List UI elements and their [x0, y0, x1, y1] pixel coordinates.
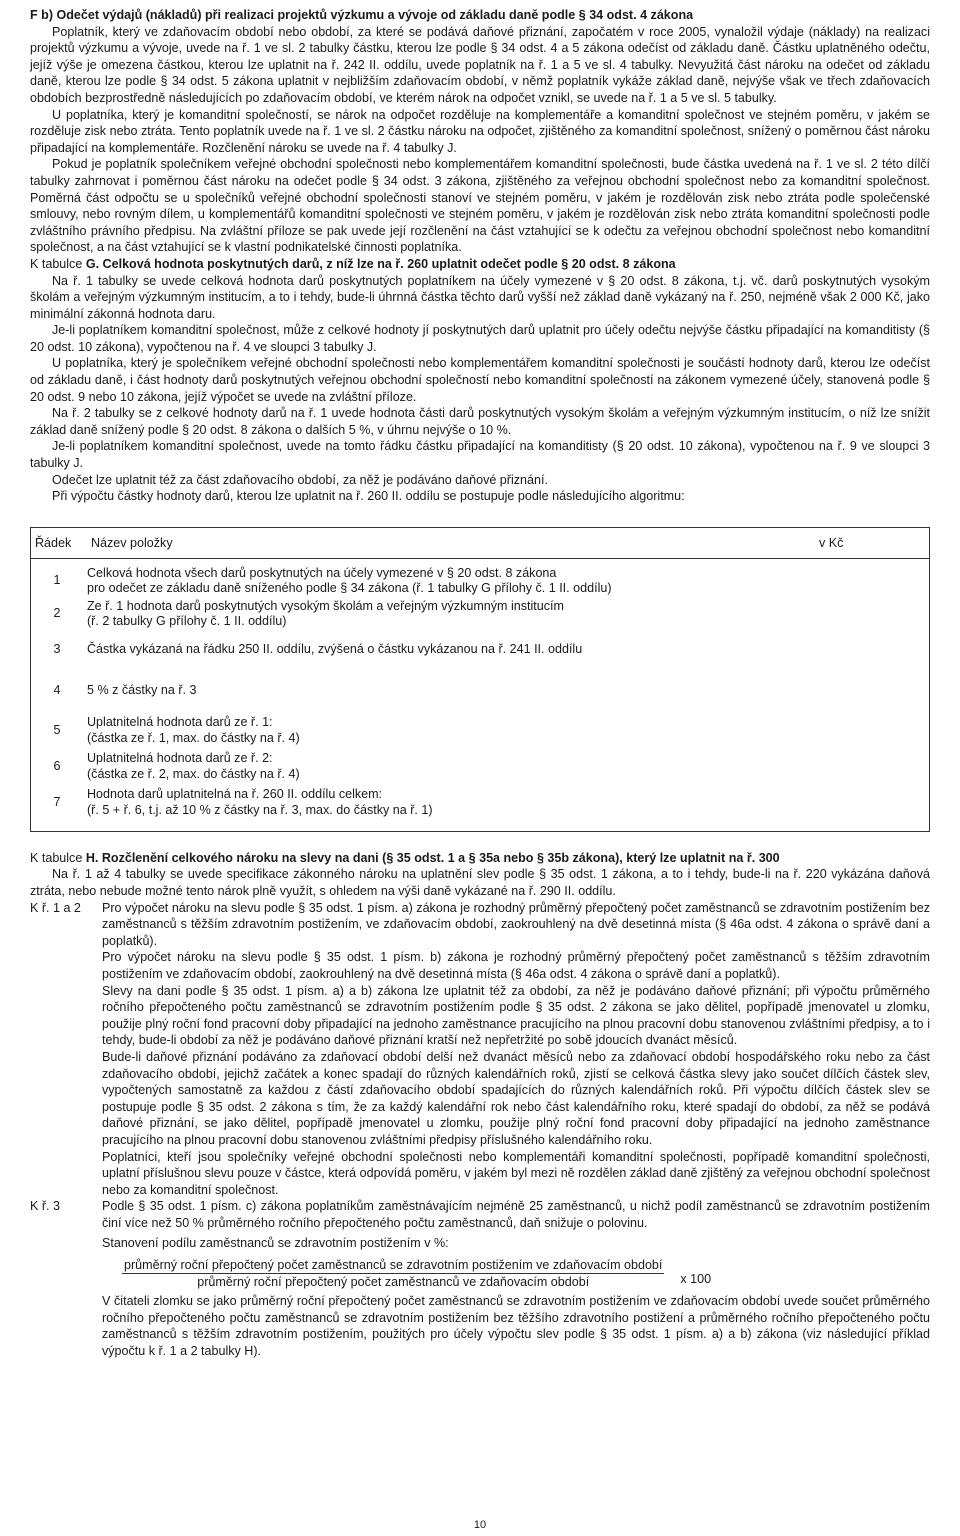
section-f-paragraph-2: U poplatníka, který je komanditní společností, se nárok na odpočet rozděluje na komplementáře a komanditní společnost ve stejném poměru, v jakém se rozděluje zisk nebo ztráta. Tento poplatník uvede na ř. 1 ve sl. 2 částku nároku na odpočet, zjištěného za komanditní společnost, snížený o poměrnou část nároku připadající na komplementáře. Rozčlenění nároku se uvede na ř. 4 tabulky J. [30, 107, 930, 155]
row-label: 5 % z částky na ř. 3 [87, 682, 197, 697]
formula-intro: Stanovení podílu zaměstnanců se zdravotním postižením v %: [102, 1236, 449, 1251]
row-number: 2 [53, 606, 61, 621]
row-label: Celková hodnota všech darů poskytnutých na účely vymezené v § 20 odst. 8 zákona pro odečet ze základu daně sníženého podle § 34 zákona (ř. 1 tabulky G přílohy č. 1 II. oddílu) [87, 565, 612, 596]
algorithm-table [30, 527, 930, 832]
row-3-body [102, 1198, 930, 1252]
section-f-paragraph-1: Poplatník, který ve zdaňovacím období nebo období, za které se podává daňové přiznání, započatém v roce 2005, vynaložil výdaje (náklady) na realizaci projektů výzkumu a vývoje, uvede na ř. 1 ve sl. 2 tabulky částku, kterou lze podle § 34 odst. 4 a 5 zákona odečíst od základu daně. Částku uplatněného odečtu, jejíž výše je omezena částkou, kterou lze uplatnit na ř. 242 II. oddílu, uvede poplatník na ř. 1 a 5 ve sl. 4 tabulky. Nevyužitá část nároku na odečet od základu daně, kterou lze podle § 34 odst. 5 zákona uplatnit v nejbližším zdaňovacím období, v němž poplatník vykáže základ daně, nejvýše však ve třech zdaňovacích obdobích bezprostředně následujících po zdaňovacím období, ve kterém nárok na odpočet vznikl, se uvede na ř. 1 a 5 ve sl. 5 tabulky. [30, 24, 930, 105]
section-f-heading: F b) Odečet výdajů (nákladů) při realizaci projektů výzkumu a vývoje od základu daně podle § 34 odst. 4 zákona [30, 8, 694, 22]
row-label: Hodnota darů uplatnitelná na ř. 260 II. oddílu celkem: (ř. 5 + ř. 6, t.j. až 10 % z částky na ř. 3, max. do částky na ř. 1) [87, 787, 433, 817]
rows-1-2-body [102, 900, 930, 1199]
row-label: Uplatnitelná hodnota darů ze ř. 2: (částka ze ř. 2, max. do částky na ř. 4) [87, 751, 300, 781]
section-g-paragraph-2: Je-li poplatníkem komanditní společnost, může z celkové hodnoty jí poskytnutých darů uplatnit pro účely odečtu nejvýše částku připadající na komanditisty (§ 20 odst. 10 zákona), vypočtenou na ř. 4 ve sloupci 3 tabulky J. [30, 323, 930, 354]
header-unit: v Kč [819, 535, 844, 550]
table-row [31, 598, 929, 631]
section-h-row-3 [30, 1198, 930, 1252]
rows-1-2-paragraph-4: Bude-li daňové přiznání podáváno za zdaňovací období delší než dvanáct měsíců nebo za zdaňovací období hospodářského roku nebo za část zdaňovacího období, jejichž začátek a konec spadají do různých kalendářních roků, zjistí se celková částka slevy jako součet dílčích částek slev, vypočtených samostatně za každou z částí zdaňovacího období spadajících do různých kalendářních roků. Při výpočtu dílčích částek slev se postupuje podle § 35 odst. 2 zákona s tím, že za každý kalendářní rok nebo část kalendářního roku, které spadají do období, za něž se podává daňové přiznání, se jako dělitel, popřípadě jmenovatel u zlomku, použije plný roční fond pracovní doby připadající na jednoho zaměstnance pracujícího na plnou pracovní dobu stanovenou zvláštními předpisy příslušného kalendářního roku. [102, 1049, 930, 1147]
table-row [31, 669, 929, 713]
section-g-paragraph-7: Při výpočtu částky hodnoty darů, kterou lze uplatnit na ř. 260 II. oddílu se postupuje podle následujícího algoritmu: [52, 489, 685, 504]
section-g-paragraph-3: U poplatníka, který je společníkem veřejné obchodní společnosti nebo komplementářem komanditní společnosti je součástí hodnoty darů, kterou lze odečíst od základu daně, i část hodnoty darů poskytnutých veřejnou obchodní společností nebo komanditní společností na zákonem vymezené účely, stanovená podle § 20 odst. 9 nebo 10 zákona, jejíž výpočet se uvede na zvláštní příloze. [30, 356, 930, 404]
rows-1-2-label: K ř. 1 a 2 [30, 900, 81, 915]
row-label: Ze ř. 1 hodnota darů poskytnutých vysokým školám a veřejným výzkumným institucím (ř. 2 tabulky G přílohy č. 1 II. oddílu) [87, 598, 564, 629]
section-h-rows-1-2 [30, 900, 930, 1199]
section-g-paragraph-4: Na ř. 2 tabulky se z celkové hodnoty darů na ř. 1 uvede hodnota části darů poskytnutých vysokým školám a veřejným výzkumným institucím, o níž lze snížit základ daně snížený podle § 20 odst. 8 zákona o dalších 5 %, v úhrnu nejvýše o 10 %. [30, 406, 930, 437]
section-g-paragraph-5: Je-li poplatníkem komanditní společnost, uvede na tomto řádku částku připadající na komanditisty (§ 20 odst. 10 zákona), vypočtenou na ř. 9 ve sloupci 3 tabulky J. [30, 439, 930, 471]
header-name: Název položky [91, 535, 173, 550]
formula-explanation: V čitateli zlomku se jako průměrný roční přepočtený počet zaměstnanců se zdravotním postižením ve zdaňovacím období uvede součet průměrného ročního přepočteného počtu zaměstnanců se zdravotním postižením bez těžšího zdravotního postižení a průměrného ročního přepočteného počtu zaměstnanců s těžším zdravotním postižením, použitých pro účely výpočtu slev podle § 35 odst. 1 písm. a) a b) zákona (viz následující příklad výpočtu k ř. 1 a 2 tabulky H). [102, 1294, 930, 1358]
disability-share-formula [122, 1258, 930, 1289]
table-row [31, 785, 929, 821]
header-row: Řádek [35, 535, 72, 550]
section-h-heading-title: H. Rozčlenění celkového nároku na slevy na dani (§ 35 odst. 1 a § 35a nebo § 35b zákona), který lze uplatnit na ř. 300 [85, 850, 780, 865]
table-row [31, 749, 929, 785]
section-h-intro: Na ř. 1 až 4 tabulky se uvede specifikace zákonného nároku na uplatnění slev podle § 35 odst. 1 zákona, a to i tehdy, bude-li na ř. 220 vykázána daňová ztráta, nebo nebude možné tento nárok plně využít, s ohledem na výši daně vykázané na ř. 290 II. oddílu. [30, 867, 930, 898]
row-3-label: K ř. 3 [30, 1199, 60, 1214]
section-h-heading [30, 850, 930, 867]
row-number: 4 [53, 682, 61, 697]
formula-fraction [122, 1258, 664, 1289]
rows-1-2-paragraph-3: Slevy na dani podle § 35 odst. 1 písm. a) a b) zákona lze uplatnit též za období, za něž je podáváno daňové přiznání; při výpočtu průměrného ročního přepočteného počtu zaměstnanců se zdravotním postižením podle § 35 odst. 2 zákona se jako dělitel, popřípadě jmenovatel u zlomku, použije plný roční fond pracovní doby připadající na jednoho zaměstnance pracujícího na plnou pracovní dobu stanovenou zvláštními předpisy, a to i tehdy, bude-li období za něž je podáváno daňové přiznání kratší než nepřetržité po sobě jdoucích dvanáct měsíců. [102, 983, 930, 1048]
formula-multiplier: x 100 [680, 1271, 712, 1286]
section-g-paragraph-1: Na ř. 1 tabulky se uvede celková hodnota darů poskytnutých poplatníkem na účely vymezené v § 20 odst. 8 zákona, t.j. vč. darů poskytnutých vysokým školám a veřejným výzkumným institucím, a to i tehdy, bude-li úhrnná částka těchto darů vyšší než základ daně vykázaný na ř. 250, nejméně však 2 000 Kč, jako minimální zákonná hodnota daru. [30, 273, 930, 321]
rows-1-2-paragraph-1: Pro výpočet nároku na slevu podle § 35 odst. 1 písm. a) zákona je rozhodný průměrný přepočtený počet zaměstnanců se zdravotním postižením bez zaměstnanců s těžším zdravotním postižením, ve zdaňovacím období, zaokrouhlený na dvě desetinná místa (§ 46a odst. 4 zákona o správě daní a poplatků). [102, 900, 930, 948]
rows-1-2-paragraph-2: Pro výpočet nároku na slevu podle § 35 odst. 1 písm. b) zákona je rozhodný průměrný přepočtený počet zaměstnanců s těžším zdravotním postižením ve zdaňovacím období, zaokrouhlený na dvě desetinná místa (§ 46a odst. 4 zákona o správě daní a poplatků). [102, 950, 930, 981]
formula-denominator: průměrný roční přepočtený počet zaměstnanců ve zdaňovacím období [197, 1275, 590, 1290]
row-label: Částka vykázaná na řádku 250 II. oddílu, zvýšená o částku vykázanou na ř. 241 II. oddílu [87, 641, 583, 656]
row-number: 1 [53, 573, 61, 588]
page-number: 10 [473, 1519, 487, 1531]
row-number: 7 [53, 794, 61, 809]
table-row [31, 713, 929, 749]
algorithm-table-header [31, 528, 929, 559]
row-3-paragraph: Podle § 35 odst. 1 písm. c) zákona poplatníkům zaměstnávajícím nejméně 25 zaměstnanců, u nichž podíl zaměstnanců se zdravotním postižením činí více než 50 % průměrného ročního přepočteného počtu zaměstnanců, daň snižuje o polovinu. [102, 1199, 930, 1230]
row-number: 6 [53, 758, 61, 773]
section-f-paragraph-3: Pokud je poplatník společníkem veřejné obchodní společnosti nebo komplementářem komanditní společnosti, bude částka uvedená na ř. 1 ve sl. 2 této dílčí tabulky zahrnovat i poměrnou část nároku na odečet podle § 34 odst. 3 zákona, zjištěného za veřejnou obchodní společnost nebo za komanditní společnost. Poměrná část odpočtu se u společníků veřejné obchodní společnosti stanoví ve stejném poměru, v jakém je rozdělován zisk nebo ztráta podle společenské smlouvy, nebo rovným dílem, u komplementářů komanditní společnosti ve stejném poměru, v jakém je rozdělován zisk nebo ztráta komanditní společnosti podle zvláštního právního předpisu. Na zvláštní příloze se pak uvede její rozčlenění na část vztahující se k odečtu za veřejnou obchodní společnost nebo komanditní společnost, a na část vztahující se k vlastní podnikatelské činnosti poplatníka. [30, 157, 930, 255]
row-label: Uplatnitelná hodnota darů ze ř. 1: (částka ze ř. 1, max. do částky na ř. 4) [87, 715, 300, 745]
row-number: 3 [53, 641, 61, 656]
formula-numerator: průměrný roční přepočtený počet zaměstnanců se zdravotním postižením ve zdaňovacím období [124, 1258, 663, 1273]
document-page [0, 7, 960, 1536]
row-number: 5 [53, 722, 61, 737]
section-g-heading-prefix: K tabulce [30, 256, 86, 271]
section-g-heading [30, 256, 930, 273]
table-row [31, 631, 929, 669]
table-row [31, 565, 929, 598]
section-g-paragraph-6: Odečet lze uplatnit též za část zdaňovacího období, za něž je podáváno daňové přiznání. [52, 472, 548, 487]
section-h-heading-prefix: K tabulce [30, 850, 86, 865]
rows-1-2-paragraph-5: Poplatníci, kteří jsou společníky veřejné obchodní společnosti nebo komplementáři komanditní společnosti, popřípadě komanditní společnosti, uplatní příslušnou slevu pouze v částce, která odpovídá poměru, v jakém byl mezi ně rozdělen základ daně zjištěný za veřejnou obchodní společnost nebo za komanditní společnost. [102, 1149, 930, 1197]
section-g-heading-title: G. Celková hodnota poskytnutých darů, z níž lze na ř. 260 uplatnit odečet podle § 20 odst. 8 zákona [85, 256, 676, 271]
